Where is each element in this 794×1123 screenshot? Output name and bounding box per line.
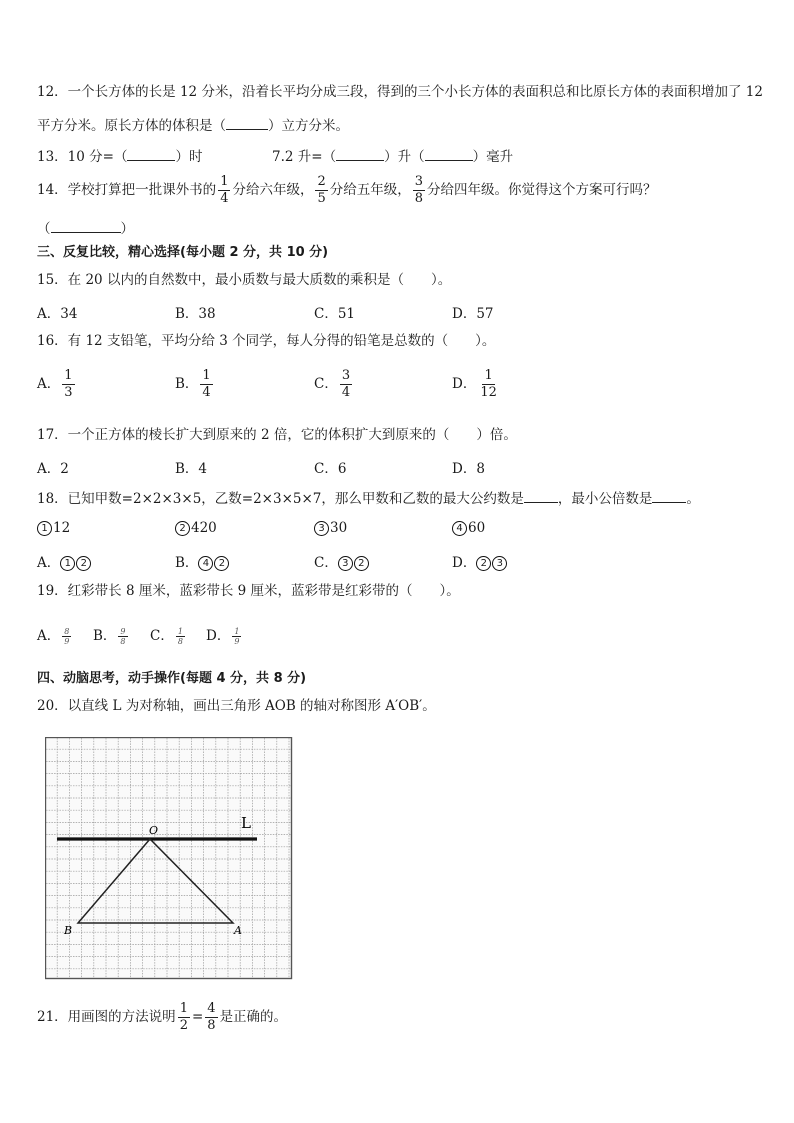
label-B: B — [64, 924, 73, 937]
q18-question — [37, 488, 700, 508]
q18-item-3: 3 30 — [314, 520, 347, 536]
q20-grid-figure[interactable] — [45, 737, 293, 980]
q14-fraction-2: $\frac{2}{5}$ — [317, 174, 326, 206]
q18-text-c: 。 — [686, 491, 700, 507]
q14-fraction-3: $\frac{3}{8}$ — [414, 174, 424, 206]
q18-option-c[interactable]: C． 3 2 — [314, 551, 370, 571]
q14-paren-open: （ — [37, 221, 51, 237]
q17-option-c[interactable]: C．6 — [314, 461, 347, 477]
q14-fraction-1: $\frac{1}{4}$ — [220, 174, 229, 206]
q13-text-a: 13．10 分=（ — [37, 149, 128, 165]
label-O: O — [149, 824, 159, 837]
q17-option-a[interactable]: A．2 — [37, 461, 69, 477]
q18-text-b: ，最小公倍数是 — [557, 491, 653, 507]
q18-option-a[interactable]: A． 1 2 — [37, 551, 92, 571]
label-L: L — [241, 814, 251, 832]
q13-text-e: ）毫升 — [472, 149, 514, 165]
q14-paren-close: ） — [120, 221, 134, 237]
q19-question: 19．红彩带长 8 厘米，蓝彩带长 9 厘米，蓝彩带是红彩带的（ ）。 — [37, 583, 460, 599]
q13-line — [37, 146, 202, 166]
q14-text-3: 分给四年级。你觉得这个方案可行吗？ — [427, 182, 657, 198]
q18-item-2: 2 420 — [175, 520, 217, 536]
q16-question: 16．有 12 支铅笔，平均分给 3 个同学，每人分得的铅笔是总数的（ ）。 — [37, 333, 496, 349]
q14-answer — [37, 218, 134, 238]
q20-question: 20．以直线 L 为对称轴，画出三角形 AOB 的轴对称图形 A′OB′。 — [37, 698, 436, 714]
q13-text-d: ）升（ — [384, 149, 425, 165]
q13-blank-ml[interactable] — [425, 146, 473, 161]
q16-option-d[interactable]: D． $\frac{1}{12}$ — [452, 368, 497, 400]
q16-option-c[interactable]: C． $\frac{3}{4}$ — [314, 368, 351, 400]
q12-answer-blank[interactable] — [226, 115, 268, 130]
q13-blank-liters[interactable] — [336, 146, 384, 161]
q17-option-d[interactable]: D．8 — [452, 461, 485, 477]
q18-lcm-blank[interactable] — [652, 488, 686, 503]
q15-option-d[interactable]: D．57 — [452, 306, 494, 322]
q18-option-b[interactable]: B． 4 2 — [175, 551, 230, 571]
label-A: A — [234, 924, 242, 937]
q12-text-b: ）立方分米。 — [268, 118, 349, 134]
q17-option-b[interactable]: B．4 — [175, 461, 208, 477]
q13-text-c: 7.2 升=（ — [272, 149, 337, 165]
q14-answer-blank[interactable] — [51, 218, 121, 233]
q18-item-1: 1 12 — [37, 520, 70, 536]
q12-line1: 12．一个长方体的长是 12 分米，沿着长平均分成三段，得到的三个小长方体的表面积总和比原长方体的表面积增加了 12 — [37, 84, 763, 100]
q14-text-pre: 14．学校打算把一批课外书的 — [37, 182, 217, 198]
q15-option-a[interactable]: A．34 — [37, 306, 78, 322]
q14-text-1: 分给六年级， — [232, 182, 314, 198]
q19-option-a[interactable]: A． $\frac{8}{9}$ — [37, 627, 70, 646]
q12-text-a: 平方分米。原长方体的体积是（ — [37, 118, 226, 134]
q12-line2 — [37, 115, 349, 135]
q21-equals: = — [191, 1009, 204, 1025]
q18-option-d[interactable]: D． 2 3 — [452, 551, 508, 571]
q13-blank-hours[interactable] — [127, 146, 175, 161]
q15-option-b[interactable]: B．38 — [175, 306, 216, 322]
q16-option-a[interactable]: A． $\frac{1}{3}$ — [37, 368, 73, 400]
q19-option-d[interactable]: D． $\frac{1}{9}$ — [206, 627, 240, 646]
q15-option-c[interactable]: C．51 — [314, 306, 356, 322]
q21-fraction-2: $\frac{4}{8}$ — [207, 1001, 216, 1033]
q14-text-2: 分给五年级， — [329, 182, 411, 198]
q19-option-b[interactable]: B． $\frac{9}{8}$ — [93, 627, 126, 646]
section-3-heading: 三、反复比较，精心选择(每小题 2 分，共 10 分) — [37, 245, 329, 260]
q13-line-right — [272, 146, 513, 166]
q21-text-pre: 21．用画图的方法说明 — [37, 1009, 176, 1025]
q18-gcd-blank[interactable] — [524, 488, 558, 503]
q17-question: 17．一个正方体的棱长扩大到原来的 2 倍，它的体积扩大到原来的（ ）倍。 — [37, 427, 517, 443]
q21-fraction-1: $\frac{1}{2}$ — [179, 1001, 188, 1033]
q16-option-b[interactable]: B． $\frac{1}{4}$ — [175, 368, 211, 400]
q19-option-c[interactable]: C． $\frac{1}{8}$ — [150, 627, 183, 646]
q14-line — [37, 172, 657, 208]
q15-question: 15．在 20 以内的自然数中，最小质数与最大质数的乘积是（ ）。 — [37, 272, 452, 288]
q21-question — [37, 1000, 287, 1034]
section-4-heading: 四、动脑思考，动手操作(每题 4 分，共 8 分) — [37, 671, 307, 686]
q18-item-4: 4 60 — [452, 520, 485, 536]
q21-text-post: 是正确的。 — [219, 1009, 288, 1025]
q13-text-b: ）时 — [175, 149, 203, 165]
q18-text-a: 18．已知甲数=2×2×3×5，乙数=2×3×5×7，那么甲数和乙数的最大公约数是 — [37, 491, 524, 507]
